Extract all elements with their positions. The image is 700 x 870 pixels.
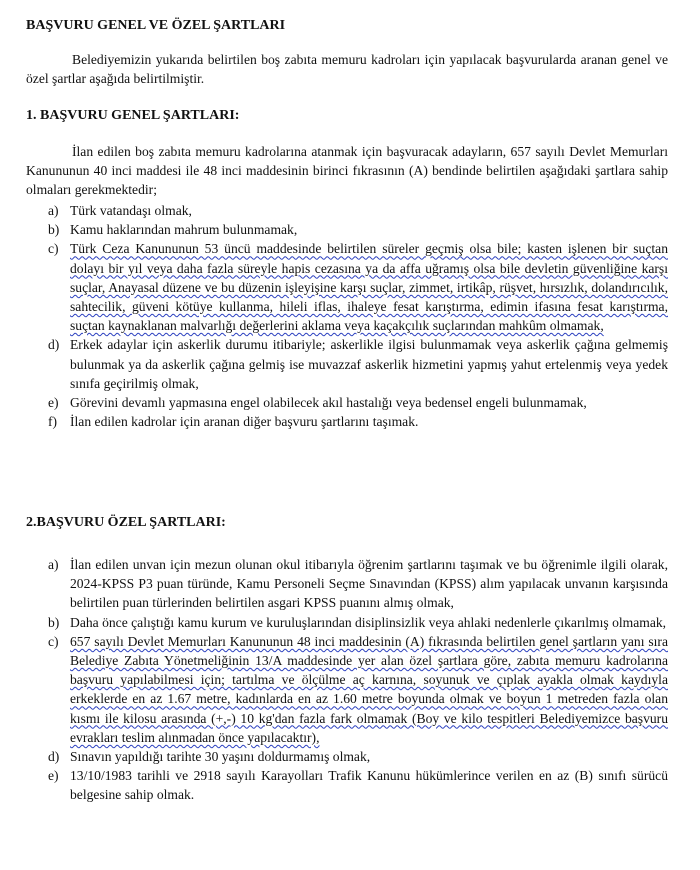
list-item <box>26 201 668 220</box>
list-marker: f) <box>48 414 58 430</box>
list-item <box>26 555 668 613</box>
section-2-heading: 2.BAŞVURU ÖZEL ŞARTLARI: <box>26 515 226 530</box>
list-marker: c) <box>48 241 59 257</box>
list-item <box>26 220 668 239</box>
list-item <box>26 747 668 766</box>
list-item-text: İlan edilen kadrolar için aranan diğer başvuru şartlarını taşımak. <box>70 414 419 430</box>
list-marker: b) <box>48 614 60 630</box>
list-item-text: 657 sayılı Devlet Memurları Kanununun 48 inci maddesinin (A) fıkrasında belirtilen genel şartların yanı sıra Belediye Zabıta Yönetmeliğinin 13/A maddesinde yer alan özel şartlara göre, zabıta memuru kadrolarına başvuru yapılabilmesi için; tartılma ve ölçülme aç karnına, soyunuk ve çıplak ayakla olmak kaydıyla erkeklerde en az 1.67 metre, kadınlarda en az 1.60 metre boyunda olmak ve boyun 1 metreden fazla olan kısmı ile kilosu arasında (+,-) 10 kg'dan fazla fark olmamak (Boy ve kilo tespitleri Belediyemizce başvuru evrakları teslim alınmadan önce yapılacaktır), <box>70 633 668 745</box>
list-item-text: Erkek adaylar için askerlik durumu itibariyle; askerlikle ilgisi bulunmamak veya askerlik çağına gelmemiş bulunmak ya da askerlik çağına gelmiş ise muvazzaf askerlik hizmetini yapmış yahut ertelenmiş veya yedek sınıfa geçirilmiş olmak, <box>70 337 668 391</box>
section-1-intro: İlan edilen boş zabıta memuru kadrolarına atanmak için başvuracak adayların, 657 sayılı Devlet Memurları Kanununun 40 inci maddesi ile 48 inci maddesinin birinci fıkrasının (A) bendinde belirtilen aşağıdaki şartlara sahip olmaları gerekmektedir; <box>26 144 668 198</box>
list-item-text: Daha önce çalıştığı kamu kurum ve kuruluşlarından disiplinsizlik veya ahlaki nedenlerle çıkarılmış olmamak, <box>70 614 667 630</box>
list-marker: c) <box>48 633 59 649</box>
section-1-heading: 1. BAŞVURU GENEL ŞARTLARI: <box>26 108 240 123</box>
list-marker: e) <box>48 395 59 411</box>
list-item-text: 13/10/1983 tarihli ve 2918 sayılı Karayolları Trafik Kanunu hükümlerince verilen en az (B) sınıfı sürücü belgesine sahip olmak. <box>70 768 668 803</box>
list-item-text: Türk vatandaşı olmak, <box>70 203 192 218</box>
list-marker: b) <box>48 222 60 238</box>
list-marker: d) <box>48 337 60 353</box>
list-marker: d) <box>48 749 60 765</box>
general-conditions-list <box>26 201 668 431</box>
intro-paragraph: Belediyemizin yukarıda belirtilen boş zabıta memuru kadroları için yapılacak başvurularda aranan genel ve özel şartlar aşağıda belirtilmiştir. <box>26 52 668 87</box>
list-item <box>26 632 668 747</box>
document-title: BAŞVURU GENEL VE ÖZEL ŞARTLARI <box>26 18 286 33</box>
list-marker: a) <box>48 203 59 218</box>
list-item-text: Türk Ceza Kanununun 53 üncü maddesinde belirtilen süreler geçmiş olsa bile; kasten işlenen bir suçtan dolayı bir yıl veya daha fazla süreyle hapis cezasına ya da affa uğramış olsa bile devletin güvenliğine karşı suçlar, Anayasal düzene ve bu düzenin işleyişine karşı suçlar, zimmet, irtikâp, rüşvet, hırsızlık, dolandırıcılık, sahtecilik, güveni kötüye kullanma, hileli iflas, ihaleye fesat karıştırma, edimin ifasına fesat karıştırma, suçtan kaynaklanan malvarlığı değerlerini aklama veya kaçakçılık suçlarından mahkûm olmamak, <box>70 241 668 334</box>
list-item-text: İlan edilen unvan için mezun olunan okul itibarıyla öğrenim şartlarını taşımak ve bu öğrenimle ilgili olarak, 2024-KPSS P3 puan türünde, Kamu Personeli Seçme Sınavından (KPSS) alım yapılacak unvanın karşısında belirtilen puan türlerinden belirtilen asgari KPSS puanını almış olmak, <box>70 557 668 611</box>
list-marker: e) <box>48 768 59 784</box>
list-item-text: Kamu haklarından mahrum bulunmamak, <box>70 222 298 238</box>
list-item <box>26 335 668 393</box>
list-item <box>26 239 668 335</box>
list-item-text: Sınavın yapıldığı tarihte 30 yaşını doldurmamış olmak, <box>70 749 371 765</box>
list-marker: a) <box>48 557 59 572</box>
list-item-text: Görevini devamlı yapmasına engel olabilecek akıl hastalığı veya bedensel engeli bulunmamak, <box>70 395 587 411</box>
list-item <box>26 412 668 431</box>
list-item <box>26 613 668 632</box>
list-item <box>26 766 668 804</box>
list-item <box>26 393 668 412</box>
special-conditions-list <box>26 555 668 805</box>
